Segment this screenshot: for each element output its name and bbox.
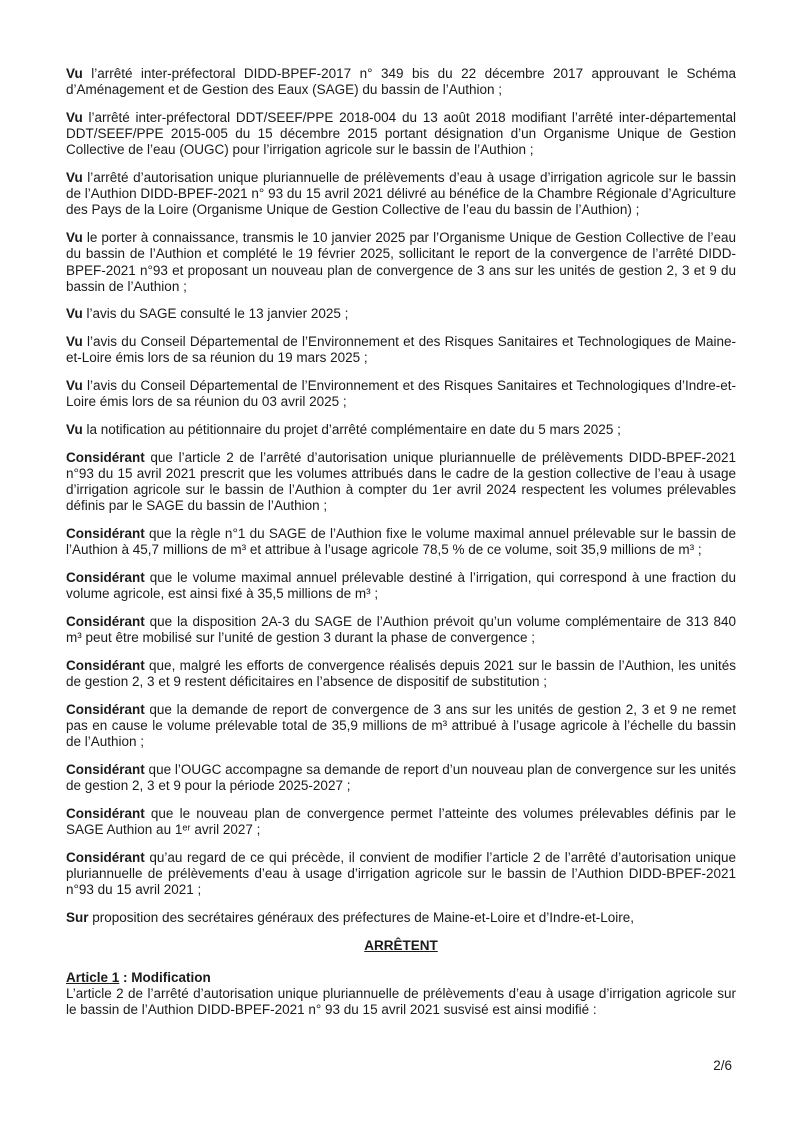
recital-paragraph <box>66 850 736 899</box>
recital-text: que la demande de report de convergence de 3 ans sur les unités de gestion 2, 3 et 9 ne remet pas en cause le volume prélevable total de 35,9 millions de m³ attribué à l’usage agricole à l’échelle du bassin de l’Authion ; <box>66 701 736 749</box>
page-number: 2/6 <box>713 1058 732 1073</box>
recital-text: que, malgré les efforts de convergence réalisés depuis 2021 sur le bassin de l’Authion, les unités de gestion 2, 3 et 9 restent déficitaires en l’absence de dispositif de substitution ; <box>66 657 736 689</box>
recital-paragraph <box>66 762 736 794</box>
recital-keyword: Considérant <box>66 701 145 717</box>
recital-paragraph <box>66 378 736 410</box>
recital-text: que l’OUGC accompagne sa demande de report d’un nouveau plan de convergence sur les unités de gestion 2, 3 et 9 pour la période 2025-2027 ; <box>66 761 736 793</box>
recital-text: l’arrêté inter-préfectoral DIDD-BPEF-2017 n° 349 bis du 22 décembre 2017 approuvant le Schéma d’Aménagement et de Gestion des Eaux (SAGE) du bassin de l’Authion ; <box>66 66 736 98</box>
recital-keyword: Vu <box>66 306 83 322</box>
recital-paragraph <box>66 334 736 366</box>
recital-keyword: Vu <box>66 170 83 186</box>
recital-paragraph <box>66 422 736 438</box>
recital-keyword: Vu <box>66 334 83 350</box>
recital-keyword: Vu <box>66 421 83 437</box>
recital-paragraph <box>66 910 736 926</box>
article-1-title: : Modification <box>119 969 211 985</box>
recital-text: l’avis du SAGE consulté le 13 janvier 2025 ; <box>82 306 349 322</box>
recital-text: la notification au pétitionnaire du projet d’arrêté complémentaire en date du 5 mars 2025 ; <box>82 421 621 437</box>
recital-keyword: Vu <box>66 230 83 246</box>
recital-keyword: Considérant <box>66 657 145 673</box>
recital-keyword: Sur <box>66 909 89 925</box>
recital-paragraph <box>66 170 736 219</box>
recital-keyword: Considérant <box>66 805 145 821</box>
recital-keyword: Considérant <box>66 849 145 865</box>
recital-keyword: Considérant <box>66 761 145 777</box>
recital-text: l’avis du Conseil Départemental de l’Environnement et des Risques Sanitaires et Technologiques d’Indre-et-Loire émis lors de sa réunion du 03 avril 2025 ; <box>66 378 736 410</box>
recital-text: proposition des secrétaires généraux des préfectures de Maine-et-Loire et d’Indre-et-Loire, <box>88 909 635 925</box>
recital-text: que l’article 2 de l’arrêté d’autorisation unique pluriannuelle de prélèvements DIDD-BPEF-2021 n°93 du 15 avril 2021 prescrit que les volumes attribués dans le cadre de la gestion collective de l’eau à usage d’irrigation agricole sur le bassin de l’Authion à compter du 1er avril 2024 respectent les volumes prélevables définis par le SAGE du bassin de l’Authion ; <box>66 449 736 514</box>
recital-paragraph <box>66 570 736 602</box>
recital-text: que le nouveau plan de convergence permet l’atteinte des volumes prélevables définis par le SAGE Authion au 1ᵉʳ avril 2027 ; <box>66 805 736 837</box>
recital-paragraph <box>66 658 736 690</box>
recital-text: que le volume maximal annuel prélevable destiné à l’irrigation, qui correspond à une fraction du volume agricole, est ainsi fixé à 35,5 millions de m³ ; <box>66 569 736 602</box>
decision-title: ARRÊTENT <box>364 937 438 953</box>
recital-text: qu’au regard de ce qui précède, il convient de modifier l’article 2 de l’arrêté d’autorisation unique pluriannuelle de prélèvements d’eau à usage d’irrigation agricole sur le bassin de l’Authion DIDD-BPEF-2021 n°93 du 15 avril 2021 ; <box>66 849 736 897</box>
recital-paragraph <box>66 306 736 322</box>
recital-keyword: Considérant <box>66 449 145 465</box>
recital-text: le porter à connaissance, transmis le 10 janvier 2025 par l’Organisme Unique de Gestion Collective de l’eau du bassin de l’Authion et complété le 19 février 2025, sollicitant le report de la convergence de l’arrêté DIDD-BPEF-2021 n°93 et proposant un nouveau plan de convergence de 3 ans sur les unités de gestion 2, 3 et 9 du bassin de l’Authion ; <box>66 230 736 294</box>
recital-keyword: Vu <box>66 109 83 125</box>
recital-paragraph <box>66 614 736 646</box>
recital-keyword: Vu <box>66 378 83 394</box>
recital-keyword: Vu <box>66 66 83 81</box>
recital-keyword: Considérant <box>66 525 145 541</box>
recital-paragraph <box>66 450 736 515</box>
recital-keyword: Considérant <box>66 569 145 585</box>
recital-text: l’arrêté d’autorisation unique pluriannuelle de prélèvements d’eau à usage d’irrigation agricole sur le bassin de l’Authion DIDD-BPEF-2021 n° 93 du 15 avril 2021 délivré au bénéfice de la Chambre Régionale d’Agriculture des Pays de la Loire (Organisme Unique de Gestion Collective de l’eau du bassin de l’Authion) ; <box>66 170 736 218</box>
recitals <box>66 66 736 926</box>
article-1-heading <box>66 970 736 986</box>
recital-text: que la disposition 2A-3 du SAGE de l’Authion prévoit qu’un volume complémentaire de 313 840 m³ peut être mobilisé sur l’unité de gestion 3 durant la phase de convergence ; <box>66 613 736 645</box>
recital-text: l’avis du Conseil Départemental de l’Environnement et des Risques Sanitaires et Technologiques de Maine-et-Loire émis lors de sa réunion du 19 mars 2025 ; <box>66 334 736 366</box>
recital-paragraph <box>66 806 736 838</box>
recital-paragraph <box>66 702 736 751</box>
recital-paragraph <box>66 66 736 98</box>
recital-paragraph <box>66 526 736 558</box>
article-1-body: L’article 2 de l’arrêté d’autorisation unique pluriannuelle de prélèvements d’eau à usage d’irrigation agricole sur le bassin de l’Authion DIDD-BPEF-2021 n° 93 du 15 avril 2021 susvisé est ainsi modifié : <box>66 986 736 1018</box>
recital-paragraph <box>66 230 736 295</box>
article-1-number: Article 1 <box>66 969 120 985</box>
recital-text: que la règle n°1 du SAGE de l’Authion fixe le volume maximal annuel prélevable sur le bassin de l’Authion à 45,7 millions de m³ et attribue à l’usage agricole 78,5 % de ce volume, soit 35,9 millions de m³ ; <box>66 525 736 558</box>
recital-keyword: Considérant <box>66 613 145 629</box>
recital-paragraph <box>66 110 736 159</box>
recital-text: l’arrêté inter-préfectoral DDT/SEEF/PPE 2018-004 du 13 août 2018 modifiant l’arrêté inter-départemental DDT/SEEF/PPE 2015-005 du 15 décembre 2015 portant désignation d’un Organisme Unique de Gestion Collective de l’eau (OUGC) pour l’irrigation agricole sur le bassin de l’Authion ; <box>66 109 736 158</box>
